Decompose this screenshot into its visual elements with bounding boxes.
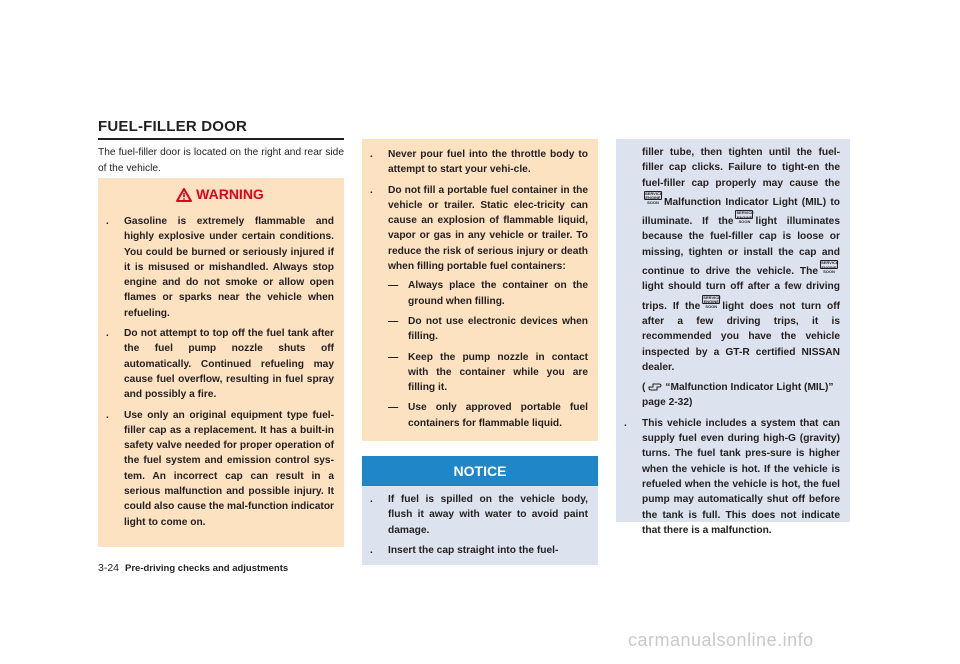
notice-box	[362, 456, 598, 565]
dash-mark: —	[388, 402, 399, 414]
section-title: FUEL-FILLER DOOR	[98, 118, 248, 135]
list-item: . If fuel is spilled on the vehicle body, flush it away with water to avoid paint damage.	[370, 494, 588, 536]
service-engine-soon-icon: SERVICE ENGINE SOON	[703, 294, 721, 309]
bullet-mark: .	[106, 216, 109, 227]
warning-box-continued	[362, 139, 598, 441]
warning-box	[98, 178, 344, 547]
bullet-mark: .	[106, 328, 109, 340]
watermark: carmanualsonline.info	[628, 630, 814, 650]
list-item: . Never pour fuel into the throttle body to attempt to start your vehi-cle.	[370, 149, 588, 176]
notice-list	[370, 492, 588, 558]
warning-list	[106, 214, 334, 530]
warning-triangle-icon	[176, 188, 192, 202]
page-number: 3-24	[98, 562, 120, 574]
notice-list-continued	[624, 416, 840, 538]
list-item: . Use only an original equipment type fuel-filler cap as a replacement. It has a built-in safety valve needed for proper operation of the fuel system and emission control sys-tem. An incorrect cap can result in a serious malfunction and possible injury. It could also cause the mal-function indicator light to come on.	[106, 409, 335, 528]
bullet-mark: .	[370, 494, 373, 505]
list-item: . Gasoline is extremely flammable and highly explosive under certain conditions. You could be burned or seriously injured if it is misused or mishandled. Always stop engine and do not smoke or allow open flames or sparks near the vehicle when refueling.	[106, 216, 334, 319]
page-footer	[98, 562, 288, 574]
sub-item: — Always place the container on the ground when filling.	[388, 280, 588, 307]
sub-list	[388, 278, 588, 431]
list-item: . This vehicle includes a system that can supply fuel even during high-G (gravity) turns. The fuel tank pres-sure is higher when the vehicle is hot. If the vehicle is refueled when the vehicle is hot, the fuel pump may automatically shut off before the tank is full. This does not indicate that there is a malfunction.	[624, 417, 840, 536]
bullet-mark: .	[370, 149, 373, 160]
notice-box-continued	[616, 139, 850, 536]
notice-continuation: filler tube, then tighten until the fuel-filler cap clicks. Failure to tight-en the fuel-filler cap properly may cause theSERVICE ENGINE SOON Malfunction Indicator Light (MIL) to illuminate. If theSERVICE ENGINE SOON light illuminates because the fuel-filler cap is loose or missing, tighten or install the cap and continue to drive the vehicle. TheSERVICE ENGINE SOONlight should turn off after a few driving trips. If theSERVICE ENGINE SOON light does not turn off after a few driving trips, it is recommended you have the vehicle inspected by a GT-R certified NISSAN dealer.	[642, 147, 840, 373]
sub-item: — Keep the pump nozzle in contact with the container while you are filling it.	[388, 351, 588, 394]
intro-text: The fuel-filler door is located on the right and rear side of the vehicle.	[98, 147, 344, 174]
warning-header	[106, 186, 334, 208]
list-item: . Insert the cap straight into the fuel-	[370, 543, 588, 558]
dash-mark: —	[388, 315, 399, 327]
service-engine-soon-icon: SERVICE ENGINE SOON	[645, 190, 663, 205]
warning-title: WARNING	[196, 186, 264, 202]
bullet-mark: .	[370, 544, 373, 556]
sub-item: — Use only approved portable fuel containers for flammable liquid.	[388, 402, 588, 429]
service-engine-soon-icon: SERVICE ENGINE SOON	[736, 210, 754, 225]
footer-section-title: Pre-driving checks and adjustments	[125, 563, 289, 574]
list-item: . Do not attempt to top off the fuel tank after the fuel pump nozzle shuts off automatically. Continued refueling may cause fuel overflow, resulting in fuel spray and possibly a fire.	[106, 328, 334, 401]
bullet-mark: .	[370, 184, 373, 196]
dash-mark: —	[388, 351, 399, 363]
title-divider	[98, 138, 344, 140]
dash-mark: —	[388, 280, 399, 292]
list-item: . Do not fill a portable fuel container in the vehicle or trailer. Static elec-tricity can cause an explosion of flammable liquid, vapor or gas in any vehicle or trailer. To reduce the risk of serious injury or death when filling portable fuel containers: — Always place the container on the ground when filling. — Do not use electronic devices when filling. — Keep the pump nozzle in contact with the container while you are filling it. — Use only approved portable fuel containers for flammable liquid.	[370, 183, 588, 431]
bullet-mark: .	[624, 417, 627, 429]
page-reference: ( “Malfunction Indicator Light (MIL)” page 2-32)	[642, 382, 834, 409]
warning-list-continued	[370, 147, 588, 431]
service-engine-soon-icon: SERVICE ENGINE SOON	[821, 260, 839, 275]
notice-header: NOTICE	[362, 456, 598, 486]
bullet-mark: .	[106, 409, 109, 421]
reference-hand-icon	[648, 381, 662, 391]
sub-item: — Do not use electronic devices when filling.	[388, 315, 588, 343]
